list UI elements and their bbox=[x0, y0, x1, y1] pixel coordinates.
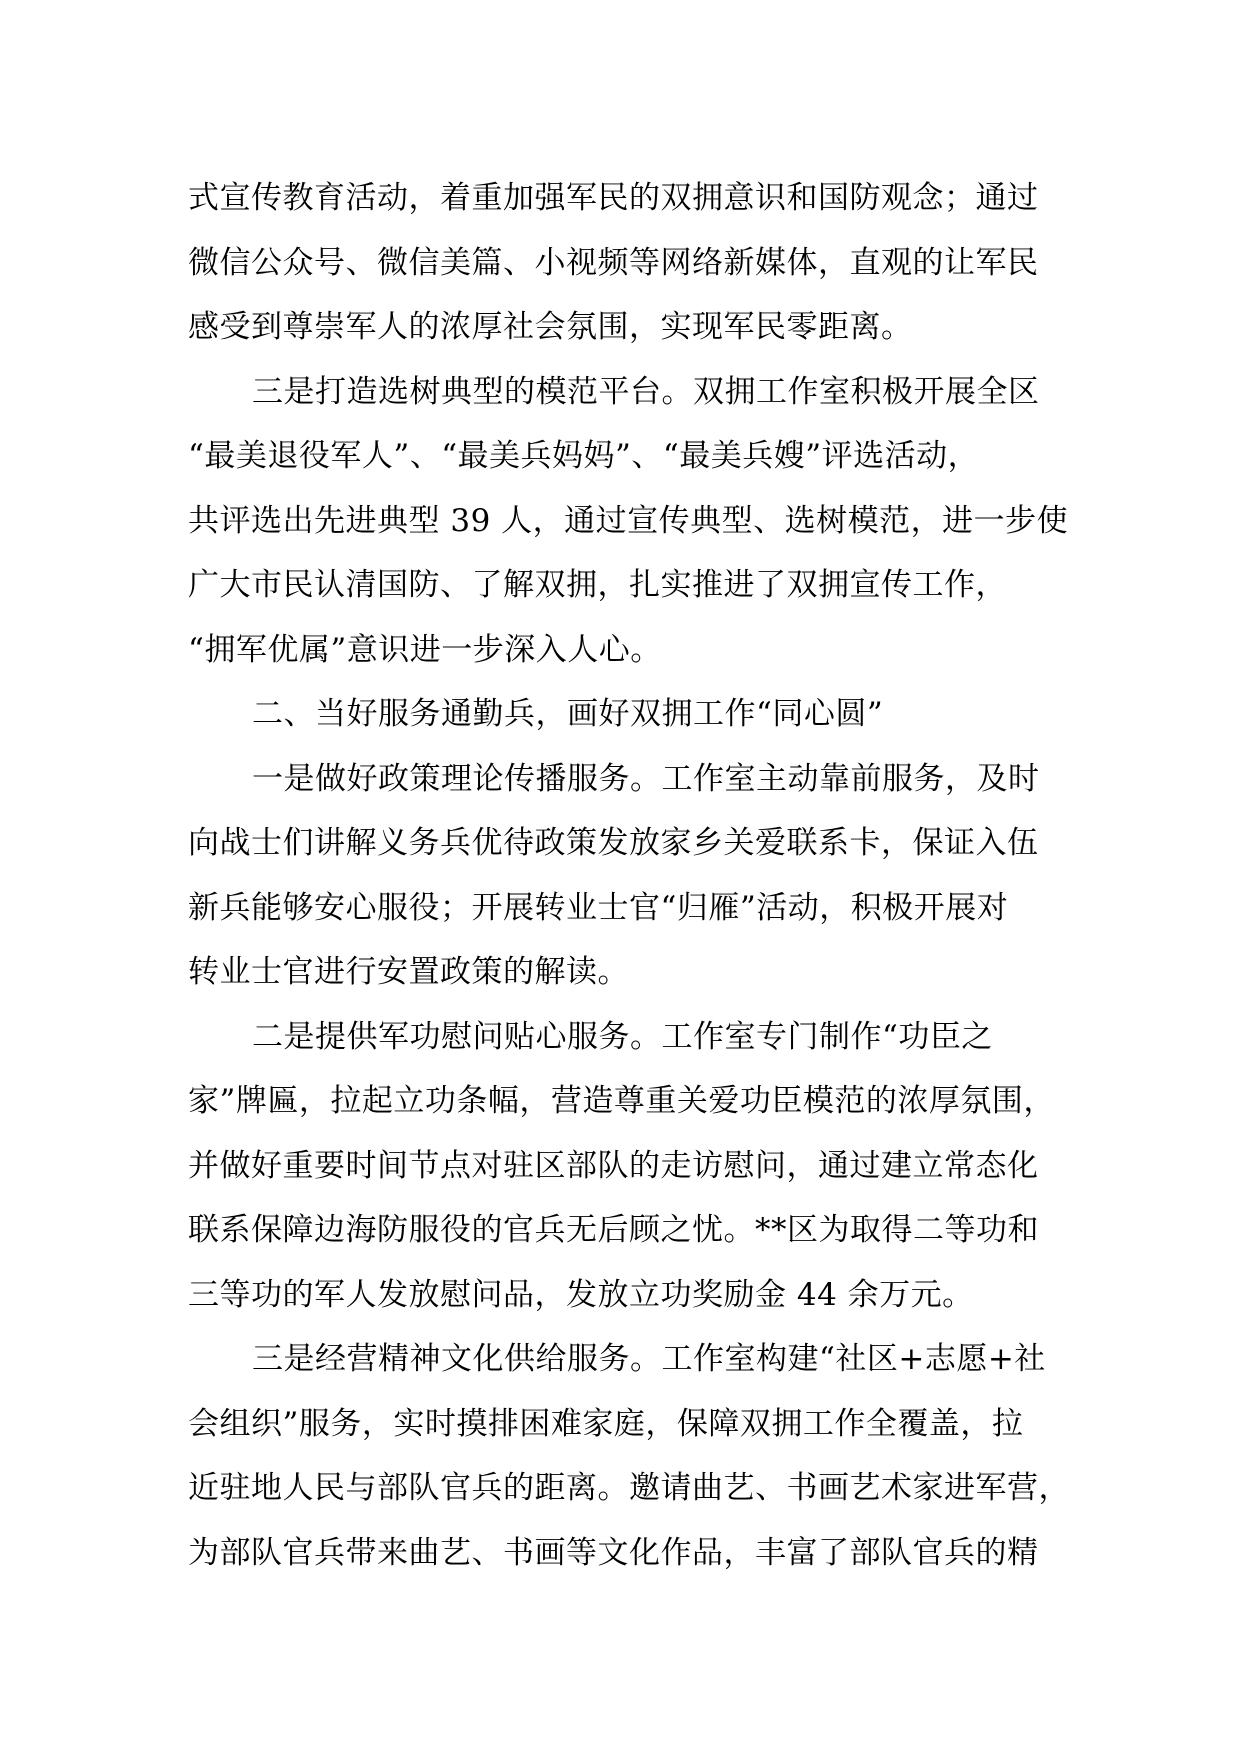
text-line: 共评选出先进典型 39 人，通过宣传典型、选树模范，进一步使 bbox=[188, 502, 1069, 539]
text-line: 二、当好服务通勤兵，画好双拥工作“同心圆” bbox=[252, 696, 884, 732]
text-line: “最美退役军人”、“最美兵妈妈”、“最美兵嫂”评选活动， bbox=[188, 438, 980, 474]
text-line: 新兵能够安心服役；开展转业士官“归雁”活动，积极开展对 bbox=[188, 889, 1009, 926]
text-line: 感受到尊崇军人的浓厚社会氛围，实现军民零距离。 bbox=[188, 309, 913, 345]
text-line: 二是提供军功慰问贴心服务。工作室专门制作“功臣之 bbox=[252, 1018, 993, 1055]
text-line: 转业士官进行安置政策的解读。 bbox=[188, 954, 629, 990]
text-line: 向战士们讲解义务兵优待政策发放家乡关爱联系卡，保证入伍 bbox=[188, 825, 1039, 861]
text-line: 联系保障边海防服役的官兵无后顾之忧。**区为取得二等功和 bbox=[188, 1212, 1039, 1248]
text-line: “拥军优属”意识进一步深入人心。 bbox=[188, 631, 662, 668]
text-line: 会组织”服务，实时摸排困难家庭，保障双拥工作全覆盖，拉 bbox=[188, 1405, 1024, 1442]
text-line: 微信公众号、微信美篇、小视频等网络新媒体，直观的让军民 bbox=[188, 244, 1039, 281]
text-line: 三是打造选树典型的模范平台。双拥工作室积极开展全区 bbox=[252, 373, 1040, 410]
text-line: 三是经营精神文化供给服务。工作室构建“社区+志愿+社 bbox=[252, 1341, 1046, 1377]
text-line: 家”牌匾，拉起立功条幅，营造尊重关爱功臣模范的浓厚氛围， bbox=[188, 1083, 1055, 1119]
text-line: 式宣传教育活动，着重加强军民的双拥意识和国防观念；通过 bbox=[188, 180, 1039, 216]
text-line: 近驻地人民与部队官兵的距离。邀请曲艺、书画艺术家进军营， bbox=[188, 1470, 1070, 1506]
text-line: 一是做好政策理论传播服务。工作室主动靠前服务，及时 bbox=[252, 760, 1040, 797]
text-line: 三等功的军人发放慰问品，发放立功奖励金 44 余万元。 bbox=[188, 1276, 974, 1313]
text-line: 并做好重要时间节点对驻区部队的走访慰问，通过建立常态化 bbox=[188, 1147, 1039, 1184]
text-line: 为部队官兵带来曲艺、书画等文化作品，丰富了部队官兵的精 bbox=[188, 1534, 1039, 1571]
document-body bbox=[188, 166, 1088, 1585]
text-line: 广大市民认清国防、了解双拥，扎实推进了双拥宣传工作， bbox=[188, 567, 1007, 603]
